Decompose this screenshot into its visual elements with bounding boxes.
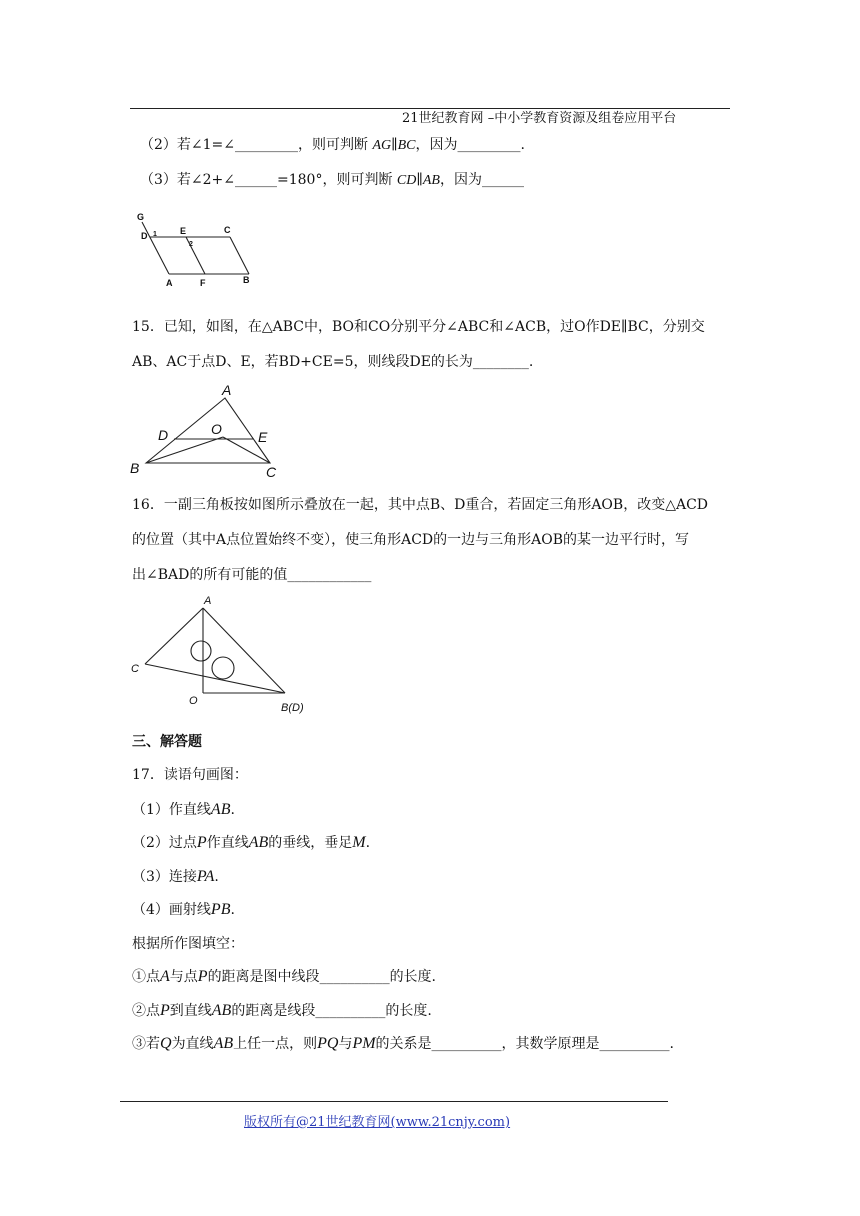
q17-s1-v: AB — [210, 801, 231, 818]
q15-line-2 — [132, 353, 533, 371]
q17-s4-a: （4）画射线 — [132, 902, 211, 918]
q17-f3-v3: PQ — [317, 1035, 339, 1052]
q17-fill-3 — [132, 1035, 674, 1053]
q14-l2-c: ，因为 — [415, 137, 458, 153]
q17-f3-v2: AB — [213, 1035, 234, 1052]
label-E: E — [180, 226, 187, 236]
label-A: A — [222, 382, 232, 398]
q17-fill-1 — [132, 968, 436, 986]
q14-line-2 — [140, 136, 525, 155]
q17-title: 17．读语句画图： — [132, 767, 248, 783]
q17-f2-a: ②点 — [132, 1003, 160, 1019]
q17-f3-d: 与 — [338, 1036, 353, 1052]
q16-line-3 — [132, 566, 371, 584]
q15-line-1: 15．已知，如图，在△ABC中，BO和CO分别平分∠ABC和∠ACB，过O作DE∥BC，分别交 — [132, 319, 705, 335]
q14-line-3 — [140, 171, 524, 190]
q17-fill-intro: 根据所作图填空： — [132, 936, 244, 952]
q14-l2-blank2: _________ — [457, 137, 521, 153]
header-slogan: 中小学教育资源及组卷应用平台 — [494, 111, 677, 126]
q15-end: . — [528, 354, 534, 370]
q17-s3-b: . — [214, 869, 219, 885]
label-2: 2 — [189, 241, 193, 248]
q17-f3-blank2: __________ — [599, 1036, 670, 1052]
q17-s3-a: （3）连接 — [132, 869, 197, 885]
q14-l2-a: （2）若∠1=∠ — [140, 137, 236, 153]
circle-2 — [212, 657, 234, 679]
q17-f3-c: 上任一点，则 — [233, 1036, 318, 1052]
q17-f3-f: ，其数学原理是 — [501, 1036, 600, 1052]
line-CD — [145, 664, 285, 693]
q14-l2-d: . — [520, 137, 525, 153]
label-D: D — [158, 427, 169, 443]
q17-f1-c: 的距离是图中线段 — [207, 969, 320, 985]
q16-line-2: 的位置（其中A点位置始终不变），使三角形ACD的一边与三角形AOB的某一边平行时，写 — [132, 532, 690, 548]
q17-step-2 — [132, 834, 370, 852]
q17-s2-d: . — [365, 835, 371, 851]
q17-step-1 — [132, 801, 235, 819]
q17-f2-d: 的长度. — [385, 1003, 432, 1019]
q17-s4-v: PB — [210, 901, 231, 918]
circle-1 — [191, 641, 211, 661]
q17-f2-b: 到直线 — [169, 1003, 212, 1019]
label-A: A — [166, 278, 173, 288]
q17-f2-c: 的距离是线段 — [231, 1003, 316, 1019]
q14-l3-c: ，因为 — [439, 172, 482, 188]
footer-copyright-link[interactable]: 版权所有@21世纪教育网(www.21cnjy.com) — [244, 1115, 511, 1130]
label-D: D — [141, 231, 148, 241]
q17-f1-a: ①点 — [132, 969, 160, 985]
q17-f3-v4: PM — [352, 1035, 376, 1052]
q16-figure — [128, 592, 318, 718]
q15-line2-text: AB、AC于点D、E，若BD+CE=5，则线段DE的长为 — [132, 354, 473, 370]
label-O: O — [189, 695, 198, 707]
q15-figure — [128, 380, 288, 480]
q17-f1-v2: P — [197, 968, 208, 985]
q17-f1-v1: A — [160, 968, 170, 985]
section-title: 三、解答题 — [132, 734, 202, 750]
label-G: G — [137, 212, 145, 222]
q14-parallelogram — [136, 208, 256, 290]
line-AB — [203, 608, 285, 693]
q17-f2-v1: P — [160, 1002, 170, 1019]
q17-f2-blank: __________ — [315, 1003, 386, 1019]
q17-s2-v1: P — [196, 834, 207, 851]
q17-s3-v: PA — [196, 868, 215, 885]
q17-f2-v2: AB — [211, 1002, 232, 1019]
label-A: A — [204, 595, 212, 607]
q17-s2-a: （2）过点 — [132, 835, 197, 851]
line-AC — [145, 608, 203, 664]
q17-f1-d: 的长度. — [389, 969, 437, 985]
q17-s4-b: . — [230, 902, 235, 918]
label-E: E — [258, 429, 268, 445]
q17-f3-v1: Q — [160, 1035, 172, 1052]
q15-blank: ________ — [472, 354, 529, 370]
label-C: C — [131, 663, 139, 675]
label-B: B — [243, 275, 250, 285]
label-C: C — [266, 464, 277, 480]
q17-f3-g: . — [669, 1036, 674, 1052]
q14-l3-em1: CD∥AB — [396, 173, 440, 188]
q17-s2-v3: M — [352, 834, 366, 851]
q17-s1-b: . — [230, 802, 235, 818]
label-O: O — [211, 421, 222, 437]
q16-blank: ____________ — [287, 567, 372, 583]
q14-l2-em1: AG∥BC — [372, 138, 416, 153]
header-sep: – — [487, 111, 495, 126]
q17-s2-b: 作直线 — [206, 835, 249, 851]
footer-rule — [120, 1101, 668, 1102]
q16-line-1: 16．一副三角板按如图所示叠放在一起，其中点B、D重合，若固定三角形AOB，改变△ACD — [132, 497, 709, 513]
q17-f3-b: 为直线 — [171, 1036, 214, 1052]
q17-s2-v2: AB — [248, 834, 269, 851]
label-1: 1 — [153, 231, 157, 238]
q17-f3-a: ③若 — [132, 1036, 160, 1052]
q17-step-3 — [132, 868, 219, 886]
q17-fill-2 — [132, 1002, 432, 1020]
label-C: C — [224, 225, 231, 235]
q17-f1-b: 与点 — [169, 969, 198, 985]
header-rule — [130, 108, 730, 109]
label-BD: B(D) — [281, 702, 304, 714]
q14-l3-blank: ______ — [235, 172, 278, 188]
q14-l2-b: ，则可判断 — [298, 137, 369, 153]
q17-f3-e: 的关系是 — [375, 1036, 432, 1052]
label-B: B — [130, 460, 140, 476]
header-text — [402, 110, 676, 128]
header-site: 21世纪教育网 — [402, 111, 484, 126]
q14-l3-b: =180°，则可判断 — [277, 172, 393, 188]
q17-s2-c: 的垂线，垂足 — [268, 835, 353, 851]
q17-f3-blank: __________ — [431, 1036, 502, 1052]
q14-l2-blank: _________ — [235, 137, 299, 153]
q14-l3-blank2: ______ — [481, 172, 524, 188]
label-F: F — [200, 278, 206, 288]
q17-s1-a: （1）作直线 — [132, 802, 211, 818]
q16-line3-text: 出∠BAD的所有可能的值 — [132, 567, 288, 583]
q17-step-4 — [132, 901, 235, 919]
q14-l3-a: （3）若∠2+∠ — [140, 172, 236, 188]
q17-f1-blank: __________ — [319, 969, 390, 985]
